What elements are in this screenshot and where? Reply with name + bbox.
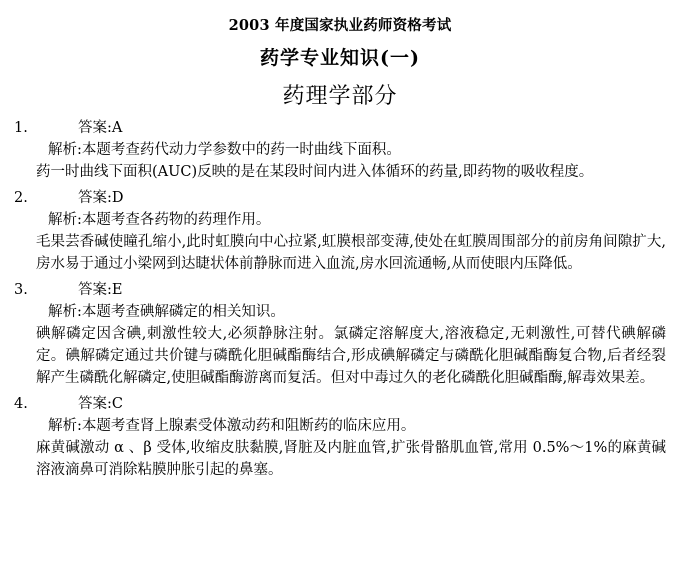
analysis-line (14, 301, 666, 323)
item-number: 1. (14, 119, 28, 136)
item-number: 2. (14, 189, 28, 206)
answer-label: 答案: (78, 119, 112, 136)
page-title-exam: 2003 年度国家执业药师资格考试 (228, 17, 452, 34)
answer-line (14, 187, 666, 209)
analysis-label: 解析: (48, 418, 82, 435)
answer-item-1 (14, 117, 666, 183)
answer-line (14, 279, 666, 301)
page-title-section: 药理学部分 (282, 83, 398, 109)
answer-label: 答案: (78, 189, 112, 206)
answer-value: C (111, 396, 123, 413)
answer-label-value (44, 279, 122, 301)
body-text: 药一时曲线下面积(AUC)反映的是在某段时间内进入体循环的药量,即药物的吸收程度。 (36, 163, 594, 180)
analysis-text: 本题考查药代动力学参数中的药一时曲线下面积。 (81, 141, 401, 158)
analysis-label: 解析: (48, 303, 82, 320)
analysis-text: 本题考查各药物的药理作用。 (81, 211, 271, 228)
answer-value: A (111, 119, 123, 136)
analysis-label: 解析: (48, 141, 82, 158)
analysis-text: 本题考查碘解磷定的相关知识。 (81, 303, 285, 320)
answer-item-2 (14, 187, 666, 275)
answer-label-value (44, 187, 124, 209)
answer-value: E (111, 281, 123, 298)
body-text: 毛果芸香碱使瞳孔缩小,此时虹膜向中心拉紧,虹膜根部变薄,使处在虹膜周围部分的前房角间隙扩大,房水易于通过小梁网到达睫状体前静脉而进入血流,房水回流通畅,从而使眼内压降低。 (36, 233, 666, 272)
analysis-line (14, 415, 666, 437)
item-number: 4. (14, 396, 28, 413)
body-text: 碘解磷定因含碘,刺激性较大,必须静脉注射。氯磷定溶解度大,溶液稳定,无刺激性,可替代碘解磷定。碘解磷定通过共价键与磷酰化胆碱酯酶结合,形成碘解磷定与磷酰化胆碱酯酶复合物,后者经裂解产生磷酰化解磷定,使胆碱酯酶游离而复活。但对中毒过久的老化磷酰化胆碱酯酶,解毒效果差。 (36, 325, 666, 387)
body-text: 麻黄碱激动 α 、β 受体,收缩皮肤黏膜,肾脏及内脏血管,扩张骨骼肌血管,常用 0.5%～1%的麻黄碱溶液滴鼻可消除粘膜肿胀引起的鼻塞。 (36, 440, 666, 479)
page-title-subject: 药学专业知识(一) (260, 47, 420, 70)
analysis-line (14, 139, 666, 161)
item-number: 3. (14, 281, 28, 298)
answer-value: D (111, 189, 124, 206)
answer-item-4 (14, 393, 666, 481)
answer-label: 答案: (78, 396, 112, 413)
answer-line (14, 117, 666, 139)
analysis-text: 本题考查肾上腺素受体激动药和阻断药的临床应用。 (81, 418, 416, 435)
analysis-line (14, 209, 666, 231)
answer-label-value (44, 393, 123, 415)
answer-item-3 (14, 279, 666, 389)
answer-label: 答案: (78, 281, 112, 298)
analysis-label: 解析: (48, 211, 82, 228)
answer-line (14, 393, 666, 415)
answer-label-value (44, 117, 122, 139)
